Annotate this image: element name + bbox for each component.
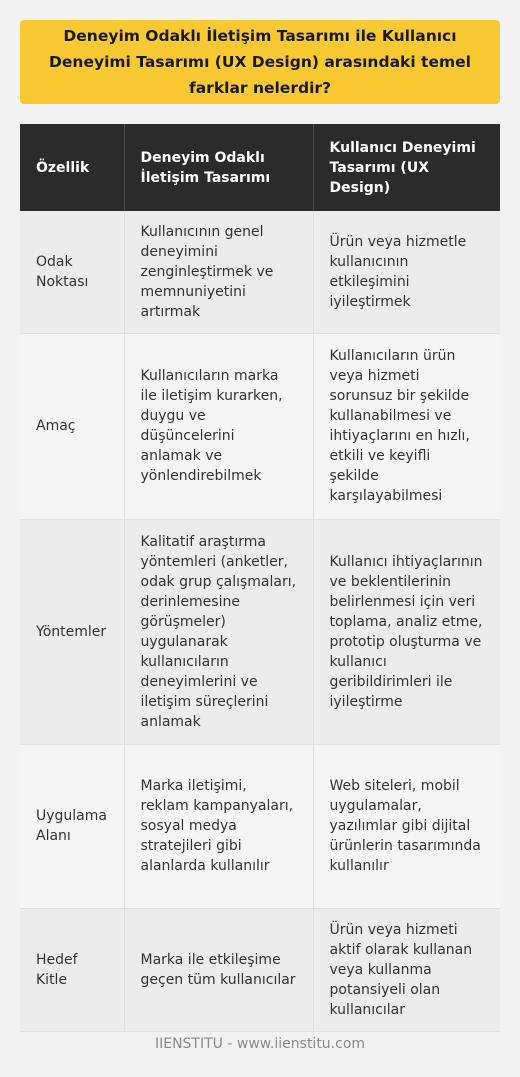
header-experience-design: Deneyim Odaklı İletişim Tasarımı <box>124 124 313 211</box>
table-row <box>20 908 500 1031</box>
ux-cell: Kullanıcı ihtiyaçlarının ve beklentilerinin belirlenmesi için veri toplama, analiz etme, prototip oluşturma ve kullanıcı geribildirimleri ile iyileştirme <box>313 519 500 744</box>
header-feature: Özellik <box>20 124 124 211</box>
row-label: Odak Noktası <box>20 211 124 333</box>
ux-cell: Kullanıcıların ürün veya hizmeti sorunsuz bir şekilde kullanabilmesi ve ihtiyaçlarını en hızlı, etkili ve keyifli şekilde karşılayabilmesi <box>313 333 500 519</box>
comparison-table <box>20 124 500 1032</box>
row-label: Amaç <box>20 333 124 519</box>
table-row <box>20 333 500 519</box>
table-row <box>20 744 500 908</box>
header-ux-design: Kullanıcı Deneyimi Tasarımı (UX Design) <box>313 124 500 211</box>
title-banner <box>20 20 500 104</box>
ux-cell: Ürün veya hizmeti aktif olarak kullanan veya kullanma potansiyeli olan kullanıcılar <box>313 908 500 1031</box>
row-label: Uygulama Alanı <box>20 744 124 908</box>
ux-cell: Ürün veya hizmetle kullanıcının etkileşimini iyileştirmek <box>313 211 500 333</box>
experience-cell: Marka iletişimi, reklam kampanyaları, sosyal medya stratejileri gibi alanlarda kullanılır <box>124 744 313 908</box>
table-row <box>20 519 500 744</box>
row-label: Yöntemler <box>20 519 124 744</box>
table-header-row <box>20 124 500 211</box>
experience-cell: Kalitatif araştırma yöntemleri (anketler, odak grup çalışmaları, derinlemesine görüşmeler) uygulanarak kullanıcıların deneyimlerini ve iletişim süreçlerini anlamak <box>124 519 313 744</box>
table-row <box>20 211 500 333</box>
page-title: Deneyim Odaklı İletişim Tasarımı ile Kullanıcı Deneyimi Tasarımı (UX Design) arasındaki temel farklar nelerdir? <box>49 27 471 97</box>
experience-cell: Kullanıcıların marka ile iletişim kurarken, duygu ve düşüncelerini anlamak ve yönlendirebilmek <box>124 333 313 519</box>
ux-cell: Web siteleri, mobil uygulamalar, yazılımlar gibi dijital ürünlerin tasarımında kullanılır <box>313 744 500 908</box>
footer-credit: IIENSTITU - www.iienstitu.com <box>154 1036 366 1052</box>
experience-cell: Kullanıcının genel deneyimini zenginleştirmek ve memnuniyetini artırmak <box>124 211 313 333</box>
experience-cell: Marka ile etkileşime geçen tüm kullanıcılar <box>124 908 313 1031</box>
row-label: Hedef Kitle <box>20 908 124 1031</box>
